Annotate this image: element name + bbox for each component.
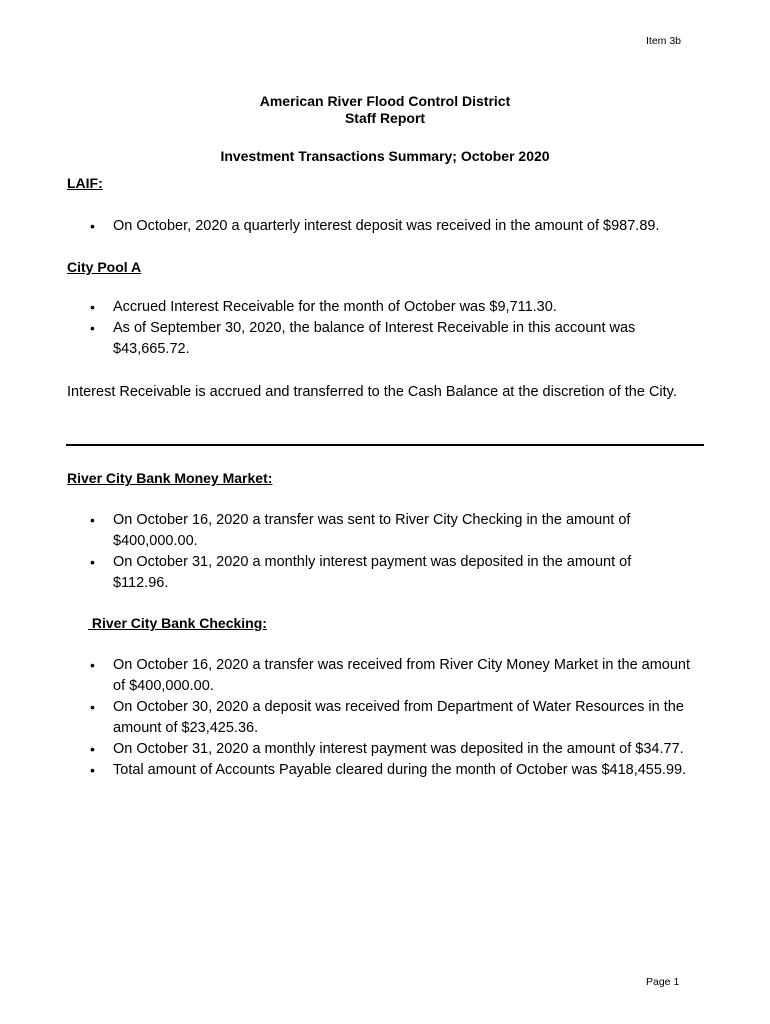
checking-list	[67, 655, 697, 781]
list-item: • On October 31, 2020 a monthly interest payment was deposited in the amount of $112.96.	[67, 552, 667, 594]
org-title: American River Flood Control District	[259, 93, 511, 109]
list-item: • On October 16, 2020 a transfer was sent to River City Checking in the amount of $400,000.00.	[67, 510, 667, 552]
city-pool-heading: City Pool A	[67, 259, 142, 275]
city-pool-list	[67, 297, 667, 360]
report-subtitle: Investment Transactions Summary; October 2020	[220, 148, 550, 164]
list-item: • On October 16, 2020 a transfer was received from River City Money Market in the amount of $400,000.00.	[67, 655, 697, 697]
item-label: Item 3b	[646, 35, 682, 47]
page-number: Page 1	[646, 976, 680, 988]
city-pool-note: Interest Receivable is accrued and transferred to the Cash Balance at the discretion of the City.	[67, 384, 677, 400]
list-item: • On October 31, 2020 a monthly interest payment was deposited in the amount of $34.77.	[67, 739, 697, 760]
laif-heading: LAIF:	[67, 175, 103, 191]
list-item: • Total amount of Accounts Payable cleared during the month of October was $418,455.99.	[67, 760, 697, 781]
list-item: • On October, 2020 a quarterly interest deposit was received in the amount of $987.89.	[67, 216, 707, 237]
checking-heading: River City Bank Checking:	[88, 615, 267, 631]
laif-list	[67, 216, 707, 237]
title-block	[0, 93, 770, 127]
money-market-heading: River City Bank Money Market:	[67, 470, 273, 486]
report-title: Staff Report	[344, 110, 426, 126]
list-item: • As of September 30, 2020, the balance of Interest Receivable in this account was $43,665.72.	[67, 318, 667, 360]
section-divider	[66, 444, 704, 446]
money-market-list	[67, 510, 667, 594]
list-item: • Accrued Interest Receivable for the month of October was $9,711.30.	[67, 297, 667, 318]
list-item: • On October 30, 2020 a deposit was received from Department of Water Resources in the amount of $23,425.36.	[67, 697, 697, 739]
